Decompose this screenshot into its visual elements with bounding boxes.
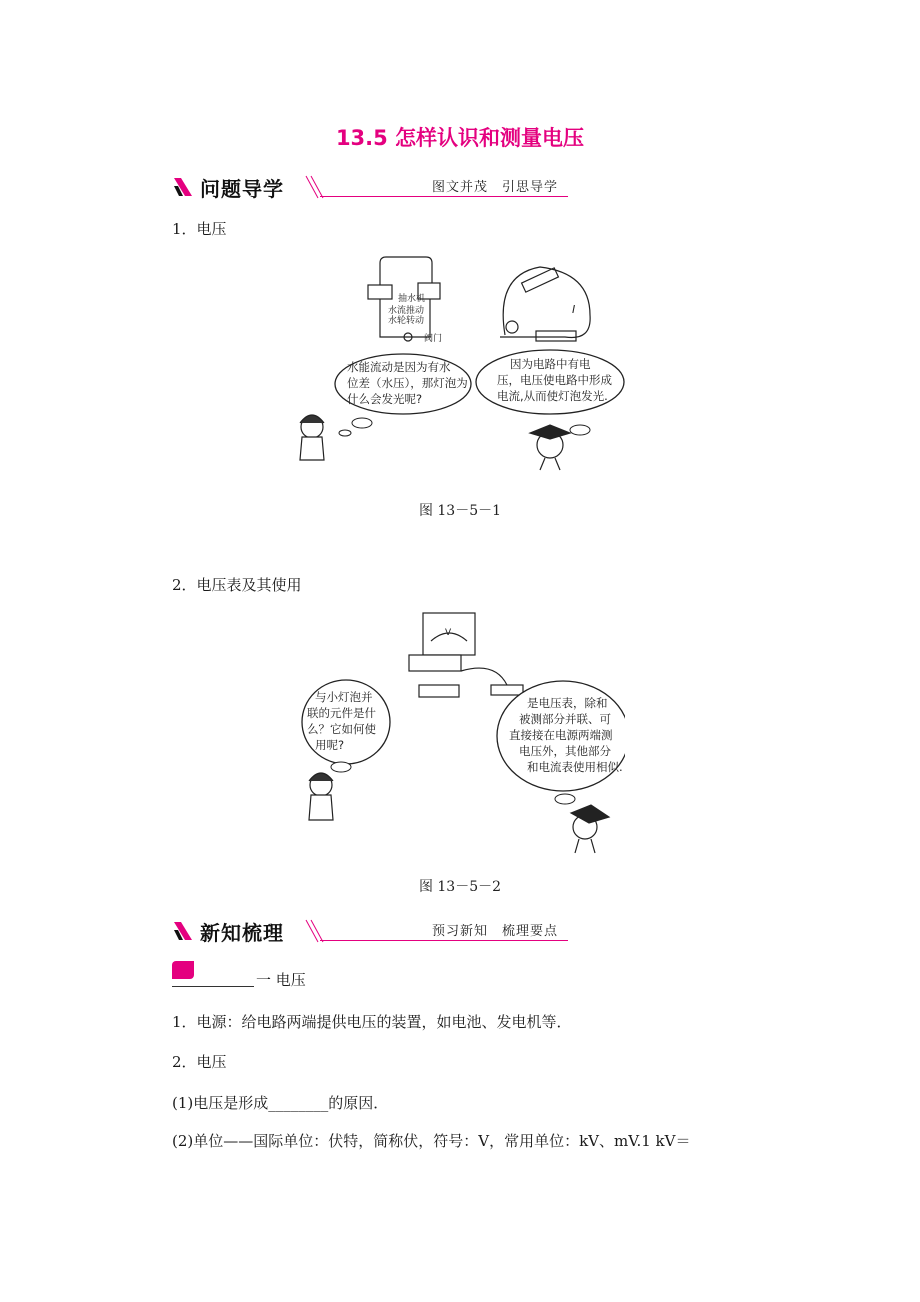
section-title: 新知梳理 — [200, 921, 284, 945]
thought-dot — [331, 762, 351, 772]
bubble-left-line-2: 位差（水压），那灯泡为 — [347, 376, 468, 390]
bubble-right-line-1: 是电压表，除和 — [527, 696, 608, 710]
knowledge-heading: 一 电压 — [256, 971, 306, 989]
item-voltage-heading: 1．电压 — [172, 220, 227, 238]
section-header-problem-guide — [172, 172, 572, 204]
section-subtitle: 图文并茂 引思导学 — [432, 180, 559, 195]
bubble-right-line-2: 被测部分并联、可 — [519, 712, 611, 726]
bubble-right-line-2: 压，电压使电路中形成 — [497, 373, 612, 387]
paragraph-power-source: 1．电源：给电路两端提供电压的装置，如电池、发电机等． — [172, 1013, 572, 1031]
section-marker-icon — [172, 920, 194, 942]
bubble-right-line-4: 电压外，其他部分 — [519, 744, 611, 758]
bubble-left-line-2: 联的元件是什 — [307, 706, 376, 720]
label-pump: 抽水机 — [398, 294, 426, 304]
bubble-right-line-5: 和电流表使用相似. — [527, 760, 623, 774]
thought-dot — [555, 794, 575, 804]
bubble-left-line-3: 么？它如何使 — [307, 722, 376, 736]
bubble-right-line-3: 电流,从而使灯泡发光. — [497, 389, 608, 403]
girl-character-icon — [309, 773, 333, 820]
section-header-new-knowledge — [172, 916, 572, 948]
figure-caption-2: 图 13－5－2 — [418, 879, 502, 895]
section-subtitle: 预习新知 梳理要点 — [432, 924, 559, 939]
meter-symbol: V — [445, 628, 452, 638]
bubble-left-line-4: 用呢? — [315, 738, 345, 752]
figure-13-5-2 — [295, 605, 625, 860]
bubble-left-line-3: 什么会发光呢? — [347, 392, 423, 406]
label-wheel-turn: 水轮转动 — [388, 316, 425, 326]
page-title: 13.5 怎样认识和测量电压 — [335, 126, 585, 150]
bubble-left-line-1: 与小灯泡并 — [315, 690, 373, 704]
current-label-i: I — [572, 303, 576, 316]
knowledge-tag-icon — [172, 961, 194, 979]
circuit-diagram — [500, 267, 590, 341]
thought-dot — [352, 418, 372, 428]
figure-caption-1: 图 13－5－1 — [418, 503, 502, 519]
section-marker-icon — [172, 176, 194, 198]
paragraph-voltage: 2．电压 — [172, 1053, 227, 1071]
label-valve: 阀门 — [424, 334, 443, 344]
girl-character-icon — [300, 415, 324, 460]
paragraph-units: (2)单位——国际单位：伏特，简称伏，符号：V，常用单位：kV、mV.1 kV＝ — [172, 1132, 691, 1150]
thought-dot — [339, 430, 351, 436]
knowledge-tag-underline — [172, 986, 254, 987]
item-voltmeter-heading: 2．电压表及其使用 — [172, 576, 302, 594]
bulb-character-icon — [571, 805, 609, 853]
label-flow-push: 水流推动 — [388, 306, 425, 316]
bubble-right-line-1: 因为电路中有电 — [510, 357, 591, 371]
bubble-left-line-1: 水能流动是因为有水 — [347, 360, 451, 374]
paragraph-voltage-cause: (1)电压是形成________的原因． — [172, 1094, 389, 1112]
figure-13-5-1 — [290, 255, 630, 490]
section-underline — [320, 196, 568, 197]
thought-dot — [570, 425, 590, 435]
section-underline — [320, 940, 568, 941]
voltmeter-circuit-diagram — [409, 613, 523, 697]
bulb-character-icon — [530, 425, 570, 470]
section-title: 问题导学 — [200, 177, 284, 201]
bubble-right-line-3: 直接接在电源两端测 — [509, 728, 613, 742]
